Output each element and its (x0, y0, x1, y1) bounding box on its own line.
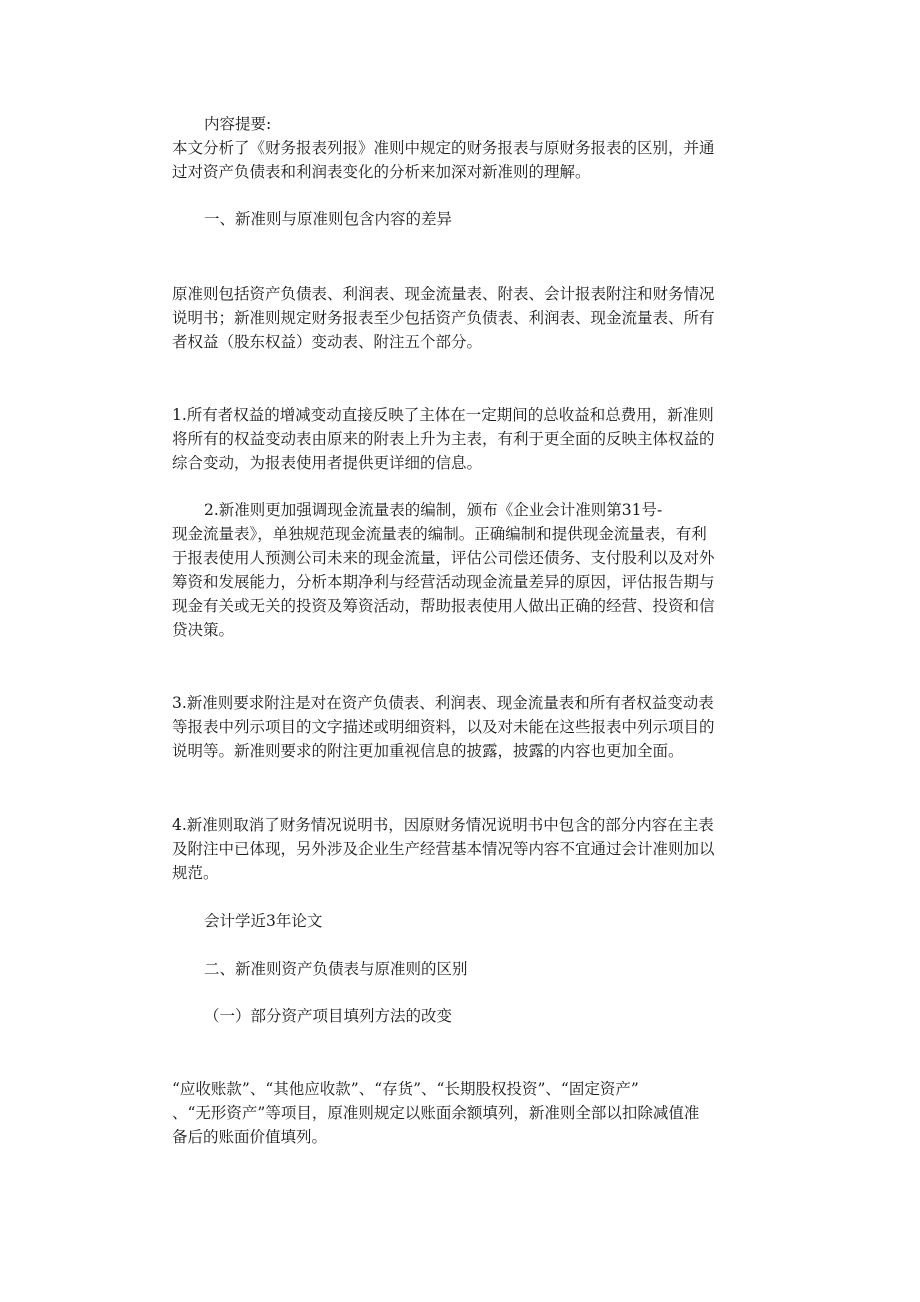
subsection1-heading: （一）部分资产项目填列方法的改变 (204, 1007, 453, 1025)
item1-line: 1.所有者权益的增减变动直接反映了主体在一定期间的总收益和总费用，新准则 (172, 406, 714, 424)
item2-line: 筹资和发展能力，分析本期净利与经营活动现金流量差异的原因，评估报告期与 (172, 573, 715, 591)
item2-line: 贷决策。 (172, 621, 235, 639)
paragraph-line: 原准则包括资产负债表、利润表、现金流量表、附表、会计报表附注和财务情况 (172, 285, 715, 303)
note-line: 会计学近3年论文 (204, 912, 323, 930)
item1-line: 综合变动，为报表使用者提供更详细的信息。 (172, 454, 483, 472)
item2-line: 于报表使用人预测公司未来的现金流量，评估公司偿还债务、支付股利以及对外 (172, 549, 715, 567)
item4-line: 规范。 (172, 864, 219, 882)
item2-line: 2.新准则更加强调现金流量表的编制，颁布《企业会计准则第31号- (204, 501, 663, 519)
paragraph-line: 者权益（股东权益）变动表、附注五个部分。 (172, 333, 483, 351)
section2-heading: 二、新准则资产负债表与原准则的区别 (204, 960, 468, 978)
summary-line: 本文分析了《财务报表列报》准则中规定的财务报表与原财务报表的区别，并通 (172, 139, 715, 157)
item4-line: 4.新准则取消了财务情况说明书，因原财务情况说明书中包含的部分内容在主表 (172, 816, 714, 834)
item1-line: 将所有的权益变动表由原来的附表上升为主表，有利于更全面的反映主体权益的 (172, 430, 715, 448)
summary-heading: 内容提要: (204, 115, 272, 133)
item3-line: 说明等。新准则要求的附注更加重视信息的披露，披露的内容也更加全面。 (172, 742, 684, 760)
item4-line: 及附注中已体现，另外涉及企业生产经营基本情况等内容不宜通过会计准则加以 (172, 840, 715, 858)
item2-line: 现金流量表》，单独规范现金流量表的编制。正确编制和提供现金流量表，有利 (172, 525, 707, 543)
item3-line: 3.新准则要求附注是对在资产负债表、利润表、现金流量表和所有者权益变动表 (172, 694, 714, 712)
paragraph-line: 、“无形资产”等项目，原准则规定以账面余额填列，新准则全部以扣除减值准 (172, 1104, 700, 1122)
summary-line: 过对资产负债表和利润表变化的分析来加深对新准则的理解。 (172, 163, 591, 181)
item2-line: 现金有关或无关的投资及筹资活动，帮助报表使用人做出正确的经营、投资和信 (172, 597, 715, 615)
paragraph-line: “应收账款”、“其他应收款”、“存货”、“长期股权投资”、“固定资产” (172, 1080, 639, 1098)
item3-line: 等报表中列示项目的文字描述或明细资料，以及对未能在这些报表中列示项目的 (172, 718, 715, 736)
paragraph-line: 备后的账面价值填列。 (172, 1128, 328, 1146)
section1-heading: 一、新准则与原准则包含内容的差异 (204, 210, 453, 228)
paragraph-line: 说明书；新准则规定财务报表至少包括资产负债表、利润表、现金流量表、所有 (172, 309, 715, 327)
